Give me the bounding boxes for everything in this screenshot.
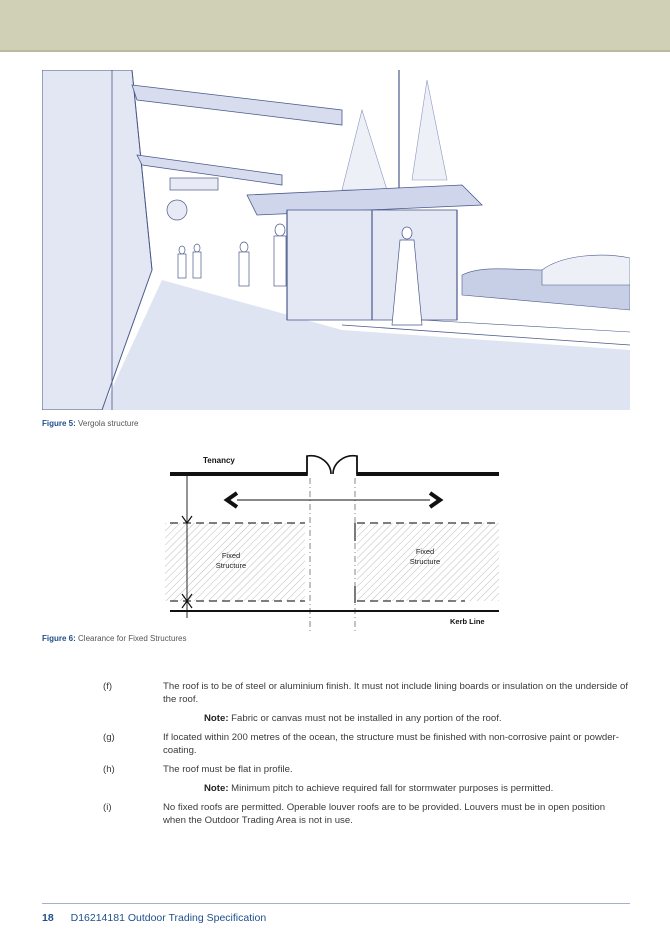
figure-6-caption-text: Clearance for Fixed Structures <box>78 634 187 643</box>
figure-6-caption <box>42 634 187 643</box>
fixed-structure-right-line2: Structure <box>409 557 441 566</box>
clearance-diagram <box>165 446 505 634</box>
clause-f <box>103 680 630 706</box>
figure-5-caption <box>42 419 139 428</box>
vergola-illustration <box>42 70 630 410</box>
clause-i <box>103 801 630 827</box>
note-text: Minimum pitch to achieve required fall for stormwater purposes is permitted. <box>228 783 554 794</box>
clause-f-note <box>204 712 630 725</box>
clause-marker: (h) <box>103 764 115 775</box>
clause-list <box>103 680 630 833</box>
clause-marker: (i) <box>103 802 112 813</box>
clause-h-note <box>204 782 630 795</box>
clause-text: No fixed roofs are permitted. Operable louver roofs are to be provided. Louvers must be in open position when the Outdoor Trading Area is not in use. <box>163 802 606 826</box>
note-label: Note: <box>204 713 229 724</box>
page-number: 18 <box>42 912 54 924</box>
tenancy-label: Tenancy <box>203 456 235 465</box>
clause-g <box>103 731 630 757</box>
clause-text: The roof is to be of steel or aluminium finish. It must not include lining boards or insulation on the underside of the roof. <box>163 681 629 705</box>
document-title: D16214181 Outdoor Trading Specification <box>70 912 267 924</box>
fixed-structure-right-line1: Fixed <box>415 547 435 556</box>
note-label: Note: <box>204 783 229 794</box>
fixed-structure-left-line1: Fixed <box>221 551 241 560</box>
clause-marker: (f) <box>103 681 113 692</box>
clause-text: If located within 200 metres of the ocean, the structure must be finished with non-corrosive paint or powder-coating. <box>163 732 619 756</box>
footer-rule <box>42 903 630 904</box>
kerb-line-label: Kerb Line <box>450 617 485 626</box>
figure-6-label: Figure 6: <box>42 634 76 643</box>
figure-5-label: Figure 5: <box>42 419 76 428</box>
figure-5-caption-text: Vergola structure <box>78 419 139 428</box>
page-footer <box>42 912 266 924</box>
clause-h <box>103 763 630 776</box>
note-text: Fabric or canvas must not be installed in any portion of the roof. <box>228 713 502 724</box>
fixed-structure-left-line2: Structure <box>215 561 247 570</box>
clause-marker: (g) <box>103 732 115 743</box>
clause-text: The roof must be flat in profile. <box>163 764 293 775</box>
header-band <box>0 0 670 52</box>
